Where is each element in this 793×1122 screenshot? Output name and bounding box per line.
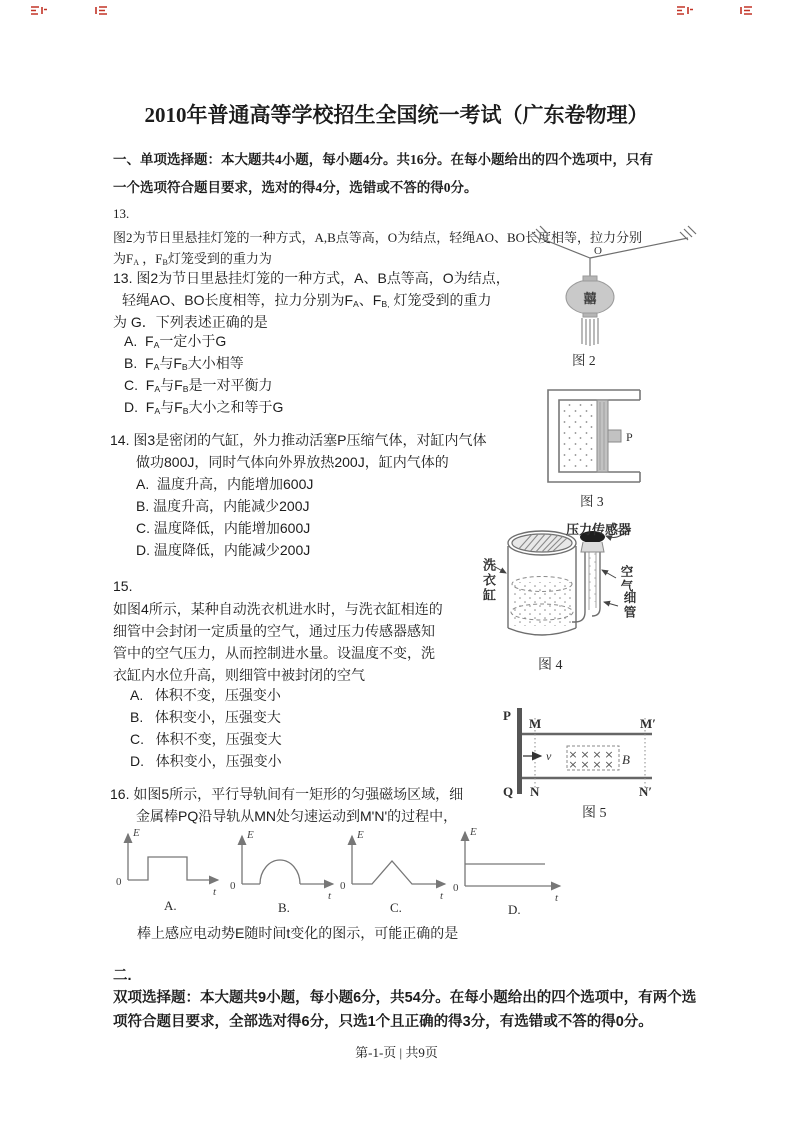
graph-b-origin: 0 <box>230 880 236 892</box>
q13-option-c: C. $F_A$与$F_B$是一对平衡力 <box>124 377 273 395</box>
q13-line3: 为 G．下列表述正确的是 <box>113 314 268 330</box>
rail-q-label: Q <box>503 784 514 799</box>
left-anchor-hatch-icon <box>532 226 548 240</box>
right-anchor-hatch-icon <box>680 226 696 240</box>
drum-bottom <box>508 628 576 635</box>
lantern-character: 囍 <box>583 291 597 306</box>
section2-number: 二. <box>113 968 132 984</box>
q16-line2: 金属棒PQ沿导轨从MN处匀速运动到M'N'的过程中， <box>136 808 458 824</box>
q15-line4: 衣缸内水位升高，则细管中被封闭的空气 <box>113 667 365 683</box>
graph-a <box>128 834 218 880</box>
q13-number: 13. <box>113 206 130 221</box>
rail-m2-label: M′ <box>640 716 656 731</box>
graph-b-curve <box>260 860 300 884</box>
air-leader <box>602 570 616 578</box>
graph-c-origin: 0 <box>340 880 346 892</box>
svg-text:×: × <box>568 758 578 771</box>
q15-line1: 如图4所示，某种自动洗衣机进水时，与洗衣缸相连的 <box>113 601 443 617</box>
svg-text:×: × <box>580 758 590 771</box>
graph-b-ylabel: E <box>247 829 254 841</box>
q14-option-b: B. 温度升高，内能减少200J <box>136 498 310 514</box>
q13-line2: 轻绳AO、BO长度相等，拉力分别为$F_A$、$F_{B,}$ 灯笼受到的重力 <box>122 292 492 310</box>
q15-number: 15. <box>113 578 133 594</box>
graph-d-origin: 0 <box>453 882 459 894</box>
q15-option-d: D. 体积变小，压强变小 <box>130 753 282 769</box>
point-o-label: O <box>594 245 602 257</box>
graph-b-xlabel: t <box>328 890 332 902</box>
figure3-cylinder <box>540 386 700 508</box>
q15-option-c: C. 体积不变，压强变大 <box>130 731 282 747</box>
graph-c <box>352 836 445 884</box>
q13-option-b: B. $F_A$与$F_B$大小相等 <box>124 355 244 373</box>
q14-option-c: C. 温度降低，内能增加600J <box>136 520 311 536</box>
rail-n2-label: N′ <box>639 784 653 799</box>
gas-region <box>562 402 596 470</box>
rod-pq <box>517 708 522 794</box>
svg-text:×: × <box>592 748 602 761</box>
red-mark-icon <box>30 5 48 17</box>
rail-m-label: M <box>529 716 542 731</box>
velocity-label: v <box>546 749 552 763</box>
graph-c-ylabel: E <box>357 829 364 841</box>
lantern-tassels <box>582 318 598 346</box>
q13-option-a: A. $F_A$一定小于G <box>124 333 227 351</box>
graph-c-label: C. <box>390 900 402 915</box>
q14-line2: 做功800J，同时气体向外界放热200J，缸内气体的 <box>136 454 449 470</box>
graph-a-curve <box>128 857 218 880</box>
graph-a-origin: 0 <box>116 876 122 888</box>
figure3-caption: 图 3 <box>580 494 604 509</box>
field-b-label: B <box>622 752 630 767</box>
q13-serif-line2: 为$F_A$ ，$F_B$灯笼受到的重力为 <box>113 251 272 267</box>
emf-graphs <box>100 822 700 922</box>
q15-option-b: B. 体积变小，压强变大 <box>130 709 281 725</box>
graph-c-curve <box>352 861 445 884</box>
q14-line1: 14. 图3是密闭的气缸，外力推动活塞P压缩气体，对缸内气体 <box>110 432 487 448</box>
piston-p-label: P <box>626 430 633 444</box>
section1-intro-line1: 一、单项选择题：本大题共4小题，每小题4分。共16分。在每小题给出的四个选项中，只有 <box>113 152 653 167</box>
page-footer: 第-1-页 | 共9页 <box>355 1045 438 1060</box>
graph-d-ylabel: E <box>470 826 477 838</box>
rail-n-label: N <box>530 784 540 799</box>
figure2-caption: 图 2 <box>572 353 596 368</box>
svg-text:×: × <box>592 758 602 771</box>
graph-b-label: B. <box>278 900 290 915</box>
tube-leader <box>604 602 618 606</box>
graph-a-label: A. <box>164 898 177 913</box>
rope-lines <box>540 238 688 258</box>
graph-d-xlabel: t <box>555 892 559 904</box>
graph-d-label: D. <box>508 902 521 917</box>
graph-c-xlabel: t <box>440 890 444 902</box>
field-cross-icons <box>568 748 613 771</box>
tube-air <box>590 550 596 602</box>
q15-line3: 管中的空气压力，从而控制进水量。设温度不变，洗 <box>113 645 435 661</box>
graph-a-ylabel: E <box>133 827 140 839</box>
svg-text:×: × <box>580 748 590 761</box>
section1-intro-line2: 一个选项符合题目要求，选对的得4分，选错或不答的得0分。 <box>113 180 478 195</box>
svg-text:×: × <box>604 758 614 771</box>
piston-rod <box>608 430 621 442</box>
exam-title: 2010年普通高等学校招生全国统一考试（广东卷物理） <box>144 103 649 127</box>
section2-line1: 双项选择题：本大题共9小题，每小题6分，共54分。在每小题给出的四个选项中，有两个选 <box>113 990 697 1006</box>
q13-line1: 13. 图2为节日里悬挂灯笼的一种方式，A、B点等高，O为结点， <box>113 270 510 286</box>
section2-line2: 项符合题目要求，全部选对得6分，只选1个且正确的得3分，有选错或不答的得0分。 <box>113 1014 653 1030</box>
q16-tail: 棒上感应电动势E随时间t变化的图示，可能正确的是 <box>137 925 459 941</box>
figure4-washer <box>468 516 705 676</box>
q14-option-a: A. 温度升高，内能增加600J <box>136 476 314 492</box>
q14-option-d: D. 温度降低，内能减少200J <box>136 542 311 558</box>
q16-line1: 16. 如图5所示，平行导轨间有一矩形的匀强磁场区域，细 <box>110 786 464 802</box>
piston <box>597 400 608 472</box>
fig4-sensor-label: 压力传感器 <box>566 522 632 537</box>
graph-b <box>242 836 333 884</box>
q15-line2: 细管中会封闭一定质量的空气，通过压力传感器感知 <box>113 623 435 639</box>
red-mark-icon <box>94 5 112 17</box>
fig4-air-label: 空气 <box>619 565 633 594</box>
q13-serif-line1: 图2为节日里悬挂灯笼的一种方式，A,B点等高，O为结点，轻绳AO、BO长度相等，拉力分别 <box>113 230 643 245</box>
fig4-tube-label: 细管 <box>622 591 636 620</box>
svg-text:×: × <box>604 748 614 761</box>
q15-option-a: A. 体积不变，压强变小 <box>130 687 281 703</box>
fig4-drum-label: 洗衣缸 <box>481 558 496 603</box>
svg-text:×: × <box>568 748 578 761</box>
graph-d <box>465 832 560 886</box>
red-mark-icon <box>676 5 694 17</box>
red-mark-icon <box>739 5 757 17</box>
figure2-lantern <box>520 224 705 369</box>
q13-option-d: D. $F_A$与$F_B$大小之和等于G <box>124 399 284 417</box>
graph-a-xlabel: t <box>213 886 217 898</box>
figure5-caption: 图 5 <box>582 806 607 821</box>
rail-p-label: P <box>503 708 511 723</box>
figure4-caption: 图 4 <box>538 658 563 673</box>
